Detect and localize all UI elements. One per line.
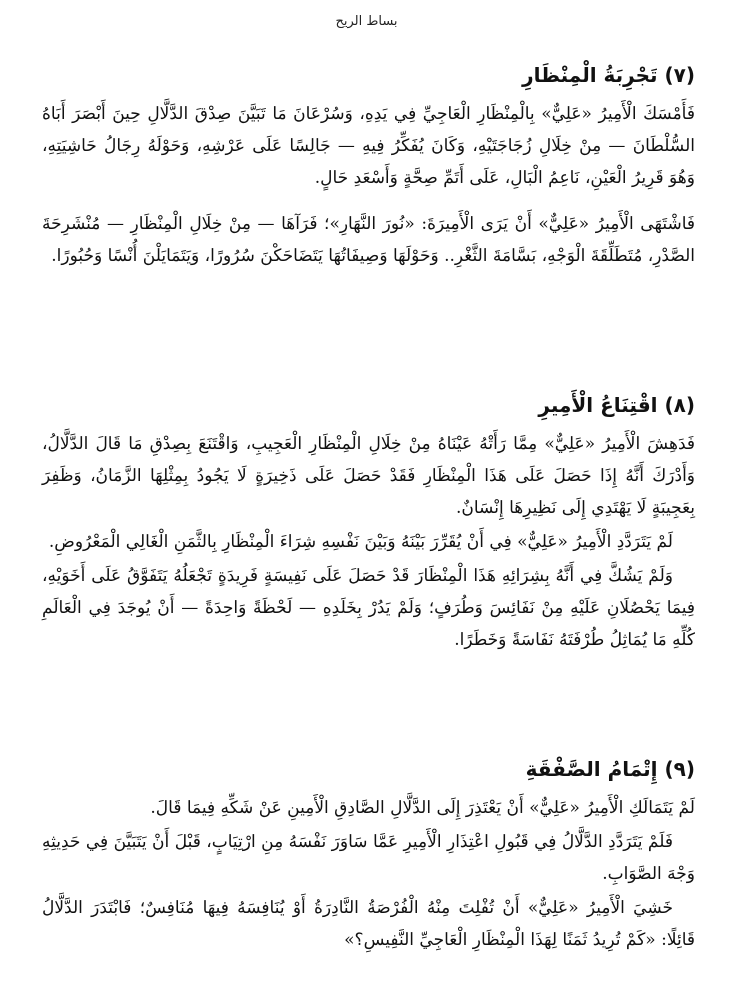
- section-9: [42, 756, 695, 958]
- section-8: [42, 392, 695, 670]
- paragraph: فَدَهِشَ الْأَمِيرُ «عَلِيٌّ» مِمَّا رَأَتْهُ عَيْنَاهُ مِنْ خِلَالِ الْمِنْظَارِ الْعَجِيبِ، وَاقْتَنَعَ بِصِدْقِ مَا قَالَ الدَّلَّالُ، وَأَدْرَكَ أَنَّهُ إِذَا حَصَلَ عَلَى هَذَا الْمِنْظَارِ فَقَدْ حَصَلَ عَلَى ذَخِيرَةٍ لَا يَجُودُ بِمِثْلِهَا الزَّمَانُ، وَظَفِرَ بِعَجِيبَةٍ لَا يَهْتَدِي إِلَى نَظِيرِهَا إِنْسَانٌ.: [42, 434, 695, 518]
- section-heading: (٧) تَجْرِبَةُ الْمِنْظَارِ: [522, 63, 695, 87]
- paragraph: فَأَمْسَكَ الْأَمِيرُ «عَلِيٌّ» بِالْمِنْظَارِ الْعَاجِيِّ فِي يَدِهِ، وَسُرْعَانَ مَا تَبَيَّنَ صِدْقَ الدَّلَّالِ حِينَ أَبْصَرَ أَبَاهُ السُّلْطَانَ — مِنْ خِلَالِ زُجَاجَتَيْهِ، وَكَانَ يُفَكِّرُ فِيهِ — جَالِسًا عَلَى عَرْشِهِ، وَحَوْلَهُ رِجَالُ حَاشِيَتِهِ، وَهُوَ قَرِيرُ الْعَيْنِ، نَاعِمُ الْبَالِ، عَلَى أَتَمِّ صِحَّةٍ وَأَسْعَدِ حَالٍ.: [42, 104, 695, 188]
- paragraph: وَلَمْ يَشُكَّ فِي أَنَّهُ بِشِرَائِهِ هَذَا الْمِنْظَارَ قَدْ حَصَلَ عَلَى نَفِيسَةٍ فَرِيدَةٍ تَجْعَلُهُ يَتَفَوَّقُ عَلَى أَخَوَيْهِ، فِيمَا يَحْصُلَانِ عَلَيْهِ مِنْ نَفَائِسَ وَطُرَفٍ؛ وَلَمْ يَدُرْ بِخَلَدِهِ — لَحْظَةً وَاحِدَةً — أَنْ يُوجَدَ فِي الْعَالَمِ كُلِّهِ مَا يُمَاثِلُ طُرْفَتَهُ نَفَاسَةً وَخَطَرًا.: [42, 566, 695, 650]
- paragraph: خَشِيَ الْأَمِيرُ «عَلِيٌّ» أَنْ تُفْلِتَ مِنْهُ الْفُرْصَةُ النَّادِرَةُ أَوْ يُنَافِسَهُ فِيهَا مُنَافِسٌ؛ فَابْتَدَرَ الدَّلَّالُ قَائِلًا: «كَمْ تُرِيدُ ثَمَنًا لِهَذَا الْمِنْظَارِ الْعَاجِيِّ النَّفِيسِ؟»: [42, 898, 695, 950]
- section-7: [42, 62, 695, 286]
- paragraph: فَاشْتَهَى الْأَمِيرُ «عَلِيٌّ» أَنْ يَرَى الْأَمِيرَةَ: «نُورَ النَّهَارِ»؛ فَرَآهَا — مِنْ خِلَالِ الْمِنْظَارِ — مُنْشَرِحَةَ الصَّدْرِ، مُتَطَلِّقَةَ الْوَجْهِ، بَسَّامَةَ الثَّغْرِ.. وَحَوْلَهَا وَصِيفَاتُهَا يَتَضَاحَكْنَ سُرُورًا، وَيَتَمَايَلْنَ أُنْسًا وَحُبُورًا.: [42, 214, 695, 266]
- paragraph: فَلَمْ يَتَرَدَّدِ الدَّلَّالُ فِي قَبُولِ اعْتِذَارِ الْأَمِيرِ عَمَّا سَاوَرَ نَفْسَهُ مِنِ ارْتِيَابٍ، قَبْلَ أَنْ يَتَبَيَّنَ فِي حَدِيثِهِ وَجْهَ الصَّوَابِ.: [42, 832, 695, 884]
- paragraph: لَمْ يَتَرَدَّدِ الْأَمِيرُ «عَلِيٌّ» فِي أَنْ يُقَرِّرَ بَيْنَهُ وَبَيْنَ نَفْسِهِ شِرَاءَ الْمِنْظَارِ بِالثَّمَنِ الْغَالِي الْمَعْرُوضِ.: [48, 532, 673, 552]
- running-header: بساط الريح: [335, 14, 398, 29]
- section-heading: (٩) إِتْمَامُ الصَّفْقَةِ: [525, 757, 695, 781]
- section-heading: (٨) اقْتِنَاعُ الْأَمِيرِ: [538, 393, 695, 417]
- paragraph: لَمْ يَتَمَالَكِ الْأَمِيرُ «عَلِيٌّ» أَنْ يَعْتَذِرَ إِلَى الدَّلَّالِ الصَّادِقِ الْأَمِينِ عَنْ شَكِّهِ فِيمَا قَالَ.: [150, 798, 695, 818]
